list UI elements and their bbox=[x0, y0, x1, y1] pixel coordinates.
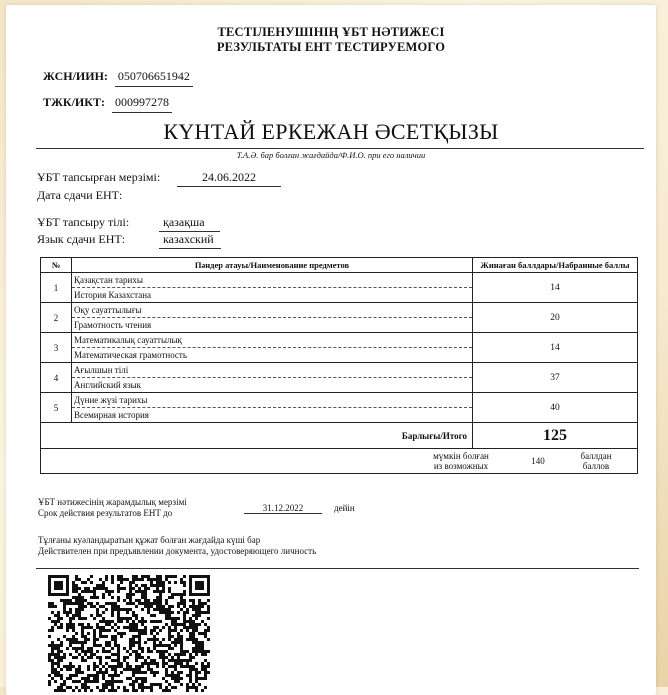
row-subject bbox=[72, 363, 473, 393]
max-suffix-kz: баллдан bbox=[580, 451, 612, 461]
table-row bbox=[41, 333, 638, 363]
exam-date-row bbox=[37, 170, 256, 185]
subject-kz: Математикалық сауаттылық bbox=[72, 333, 472, 348]
ikt-value: 000997278 bbox=[112, 95, 172, 113]
row-subject bbox=[72, 273, 473, 303]
validity-label bbox=[38, 497, 187, 519]
validity-date: 31.12.2022 bbox=[244, 503, 322, 514]
exam-date-label-kz: ҰБТ тапсырған мерзімі: bbox=[37, 170, 161, 184]
exam-date-value: 24.06.2022 bbox=[177, 170, 281, 187]
max-value: 140 bbox=[531, 456, 545, 466]
row-score: 20 bbox=[473, 303, 638, 333]
exam-lang-row-kz bbox=[37, 215, 205, 230]
subject-ru: Грамотность чтения bbox=[74, 320, 152, 330]
row-subject bbox=[72, 303, 473, 333]
id-note bbox=[38, 535, 316, 557]
row-score: 40 bbox=[473, 393, 638, 423]
results-table bbox=[40, 257, 638, 474]
full-name: КҮНТАЙ ЕРКЕЖАН ӘСЕТҚЫЗЫ bbox=[163, 119, 499, 144]
full-name-underline bbox=[36, 148, 644, 149]
max-prefix-kz: мүмкін болған bbox=[433, 451, 489, 461]
row-num: 2 bbox=[41, 303, 72, 333]
title-kz: ТЕСТІЛЕНУШІНІҢ ҰБТ НӘТИЖЕСІ bbox=[217, 25, 445, 39]
id-note-ru: Действителен при предъявлении документа, удостоверяющего личность bbox=[38, 546, 317, 556]
row-subject bbox=[72, 333, 473, 363]
exam-lang-row-ru bbox=[37, 232, 214, 247]
max-prefix bbox=[426, 451, 496, 471]
row-score: 37 bbox=[473, 363, 638, 393]
exam-date-label-ru: Дата сдачи ЕНТ: bbox=[37, 188, 123, 202]
subject-ru: Всемирная история bbox=[74, 410, 149, 420]
table-row bbox=[41, 273, 638, 303]
col-score-header: Жинаған баллдары/Набранные баллы bbox=[473, 258, 638, 273]
row-num: 3 bbox=[41, 333, 72, 363]
ikt-row bbox=[43, 95, 172, 113]
bottom-divider bbox=[36, 568, 639, 569]
qr-code bbox=[48, 575, 210, 692]
subject-kz: Қазақстан тарихы bbox=[72, 273, 472, 288]
validity-label-kz: ҰБТ нәтижесінің жарамдылық мерзімі bbox=[38, 497, 187, 507]
exam-lang-label-ru: Язык сдачи ЕНТ: bbox=[37, 232, 126, 246]
exam-lang-value-kz: қазақша bbox=[159, 215, 220, 232]
validity-till: дейін bbox=[334, 503, 355, 513]
subject-kz: Дүние жүзі тарихы bbox=[72, 393, 472, 408]
row-score: 14 bbox=[473, 273, 638, 303]
row-num: 4 bbox=[41, 363, 72, 393]
title-ru: РЕЗУЛЬТАТЫ ЕНТ ТЕСТИРУЕМОГО bbox=[216, 40, 446, 54]
total-value: 125 bbox=[473, 423, 638, 449]
max-suffix-ru: баллов bbox=[582, 461, 610, 471]
certificate-sheet bbox=[6, 5, 656, 695]
table-row bbox=[41, 393, 638, 423]
full-name-note: Т.А.Ә. бар болған жағдайда/Ф.И.О. при его наличии bbox=[236, 150, 426, 160]
iin-row bbox=[43, 69, 193, 87]
exam-lang-label-kz: ҰБТ тапсыру тілі: bbox=[37, 215, 130, 229]
total-label: Барлығы/Итого bbox=[41, 423, 473, 449]
row-subject bbox=[72, 393, 473, 423]
subject-ru: Английский язык bbox=[74, 380, 142, 390]
row-score: 14 bbox=[473, 333, 638, 363]
subject-kz: Оқу сауаттылығы bbox=[72, 303, 472, 318]
total-row bbox=[41, 423, 638, 449]
table-row bbox=[41, 363, 638, 393]
exam-lang-value-ru: казахский bbox=[159, 232, 221, 249]
col-subject-header: Пәндер атауы/Наименование предметов bbox=[72, 258, 473, 273]
validity-label-ru: Срок действия результатов ЕНТ до bbox=[38, 508, 173, 518]
table-header bbox=[41, 258, 638, 273]
iin-value: 050706651942 bbox=[115, 69, 193, 87]
iin-label: ЖСН/ИИН: bbox=[43, 69, 108, 83]
subject-ru: История Казахстана bbox=[74, 290, 152, 300]
col-num-header: № bbox=[41, 258, 72, 273]
max-row bbox=[41, 449, 638, 474]
max-suffix bbox=[576, 451, 616, 471]
row-num: 1 bbox=[41, 273, 72, 303]
subject-ru: Математическая грамотность bbox=[74, 350, 187, 360]
subject-kz: Ағылшын тілі bbox=[72, 363, 472, 378]
row-num: 5 bbox=[41, 393, 72, 423]
max-prefix-ru: из возможных bbox=[433, 461, 489, 471]
id-note-kz: Тұлғаны куәландыратын құжат болған жағдайда күші бар bbox=[38, 535, 261, 545]
ikt-label: ТЖК/ИКТ: bbox=[43, 95, 105, 109]
table-row bbox=[41, 303, 638, 333]
